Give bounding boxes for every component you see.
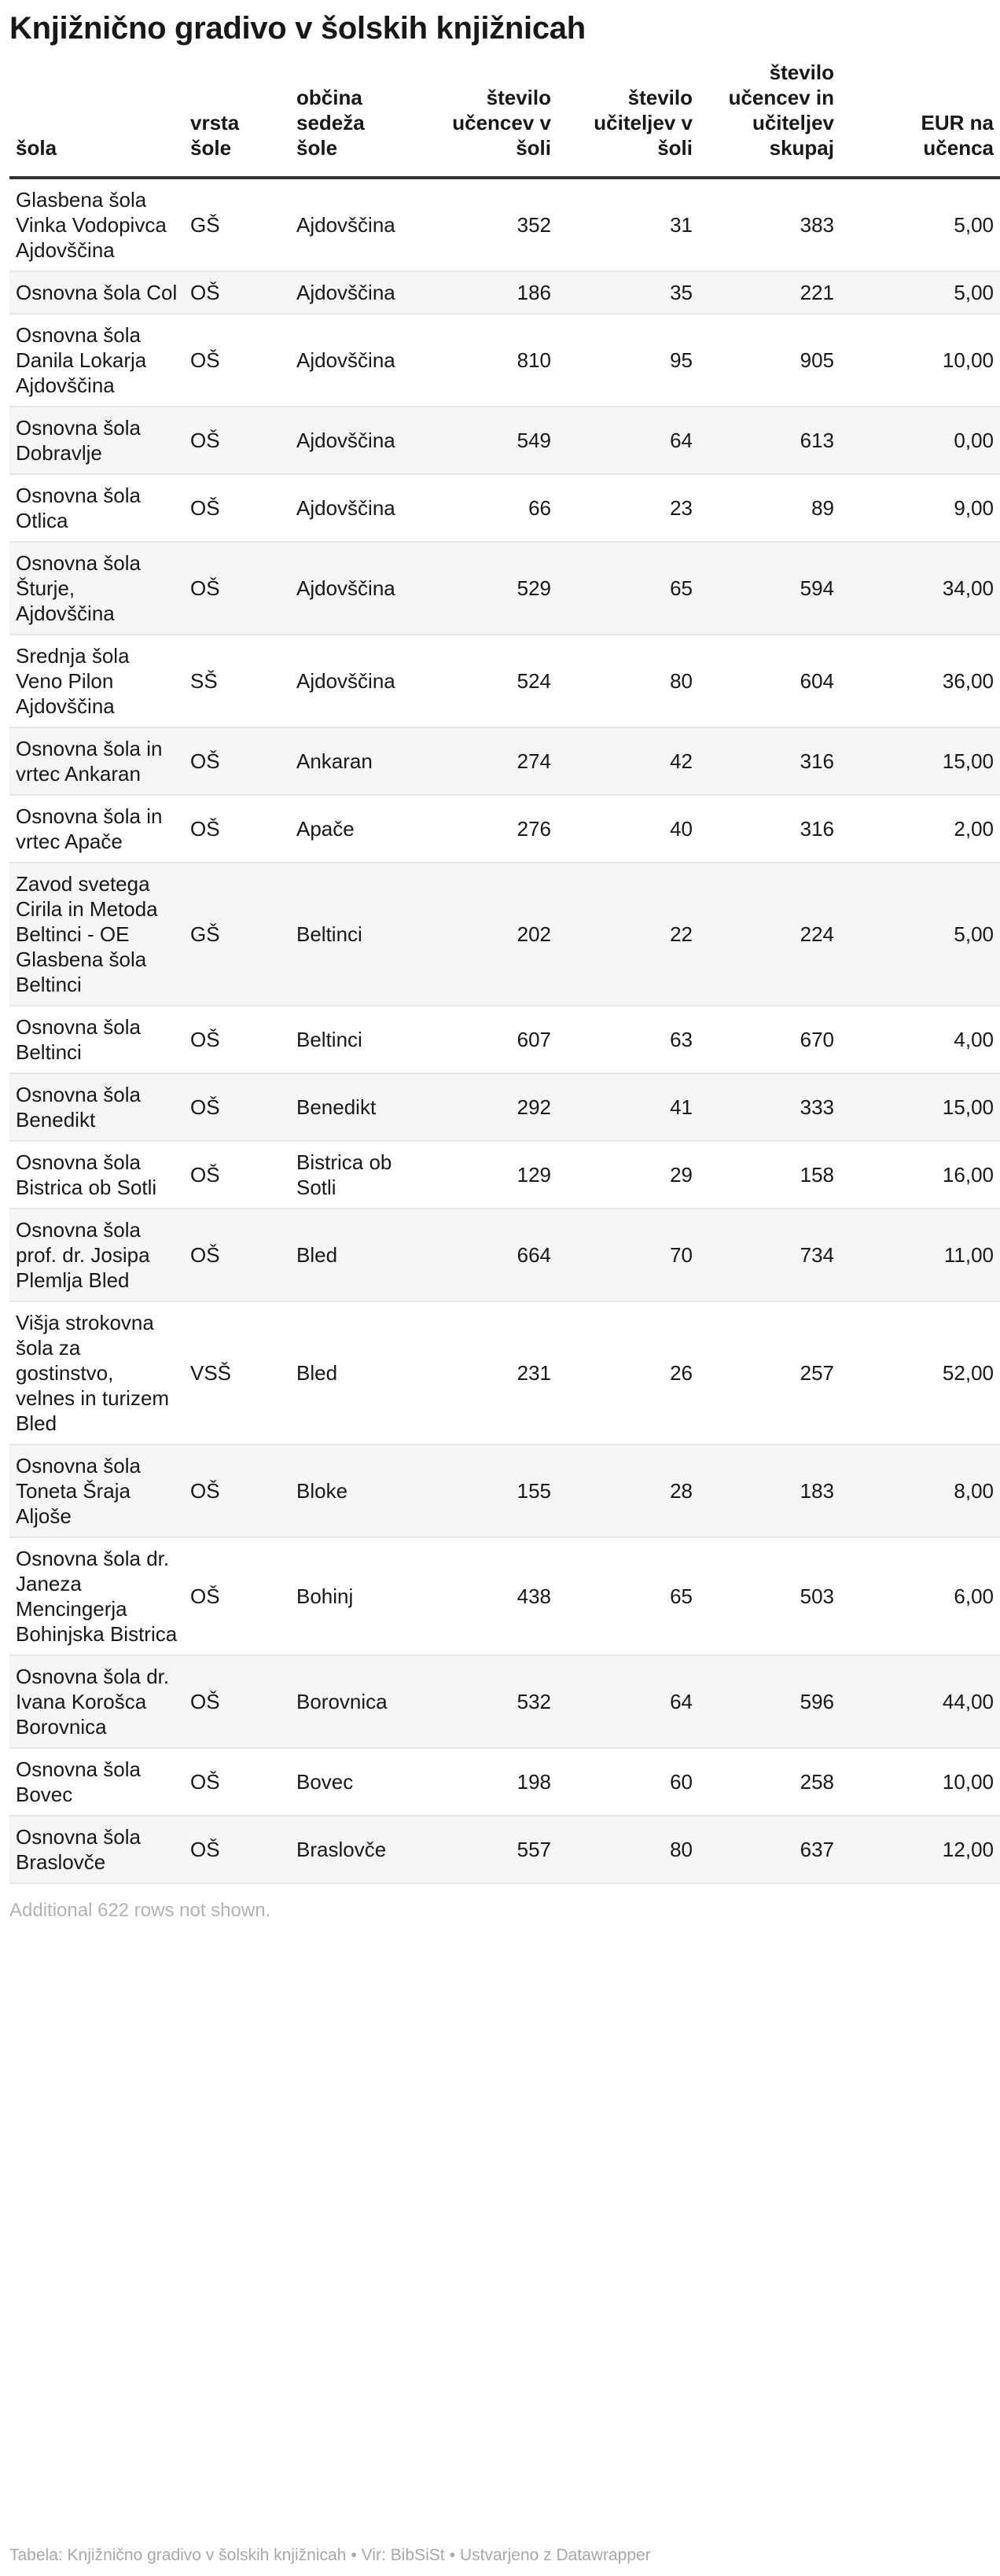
table-row [9,271,1000,314]
cell-eur-na-ucenca: 2,00 [840,795,1000,863]
cell-stevilo-ucencev: 274 [416,727,557,795]
column-header-stevilo-ucencev[interactable]: število učencev v šoli [416,60,557,178]
cell-stevilo-uciteljev: 95 [557,314,699,407]
table-row [9,1537,1000,1655]
footer-source: Vir: BibSiSt [361,2546,445,2564]
cell-eur-na-ucenca: 12,00 [840,1816,1000,1883]
cell-skupaj: 637 [699,1816,840,1883]
cell-vrsta-sole: OŠ [184,727,290,795]
column-header-skupaj[interactable]: število učencev in učiteljev skupaj [699,60,840,178]
cell-vrsta-sole: OŠ [184,1655,290,1748]
cell-stevilo-ucencev: 529 [416,542,557,635]
cell-obcina: Ajdovščina [290,542,416,635]
cell-eur-na-ucenca: 34,00 [840,542,1000,635]
cell-vrsta-sole: OŠ [184,795,290,863]
header-row [9,60,1000,178]
cell-eur-na-ucenca: 44,00 [840,1655,1000,1748]
cell-eur-na-ucenca: 15,00 [840,1073,1000,1141]
cell-eur-na-ucenca: 10,00 [840,314,1000,407]
cell-stevilo-ucencev: 231 [416,1301,557,1444]
footer [9,2546,651,2565]
table-row [9,1209,1000,1301]
cell-stevilo-uciteljev: 64 [557,407,699,474]
footer-separator: • [449,2546,455,2564]
cell-obcina: Ajdovščina [290,635,416,727]
cell-skupaj: 224 [699,863,840,1006]
cell-skupaj: 183 [699,1444,840,1537]
cell-obcina: Ajdovščina [290,474,416,542]
cell-skupaj: 383 [699,178,840,271]
table-row [9,178,1000,271]
cell-vrsta-sole: SŠ [184,635,290,727]
more-rows-note: Additional 622 rows not shown. [9,1900,271,1921]
cell-eur-na-ucenca: 6,00 [840,1537,1000,1655]
cell-vrsta-sole: OŠ [184,1748,290,1816]
cell-stevilo-ucencev: 352 [416,178,557,271]
column-header-vrsta-sole[interactable]: vrsta šole [184,60,290,178]
table-row [9,1444,1000,1537]
table-row [9,1655,1000,1748]
cell-obcina: Bistrica ob Sotli [290,1141,416,1209]
cell-sola: Osnovna šola in vrtec Apače [9,795,184,863]
cell-eur-na-ucenca: 16,00 [840,1141,1000,1209]
cell-obcina: Ajdovščina [290,271,416,314]
column-header-obcina[interactable]: občina sedeža šole [290,60,416,178]
cell-skupaj: 89 [699,474,840,542]
cell-vrsta-sole: OŠ [184,1141,290,1209]
table-header [9,60,1000,178]
cell-stevilo-uciteljev: 26 [557,1301,699,1444]
footer-separator: • [351,2546,357,2564]
cell-stevilo-uciteljev: 29 [557,1141,699,1209]
cell-eur-na-ucenca: 52,00 [840,1301,1000,1444]
cell-eur-na-ucenca: 4,00 [840,1006,1000,1073]
cell-stevilo-ucencev: 532 [416,1655,557,1748]
cell-skupaj: 604 [699,635,840,727]
cell-sola: Osnovna šola Beltinci [9,1006,184,1073]
cell-sola: Srednja šola Veno Pilon Ajdovščina [9,635,184,727]
table-container [9,60,994,1884]
cell-stevilo-uciteljev: 41 [557,1073,699,1141]
cell-sola: Osnovna šola Bistrica ob Sotli [9,1141,184,1209]
cell-obcina: Ajdovščina [290,407,416,474]
cell-eur-na-ucenca: 11,00 [840,1209,1000,1301]
cell-stevilo-uciteljev: 23 [557,474,699,542]
cell-stevilo-ucencev: 607 [416,1006,557,1073]
cell-skupaj: 596 [699,1655,840,1748]
cell-stevilo-uciteljev: 80 [557,1816,699,1883]
table-row [9,1073,1000,1141]
table-row [9,635,1000,727]
cell-sola: Osnovna šola Benedikt [9,1073,184,1141]
cell-stevilo-ucencev: 155 [416,1444,557,1537]
cell-vrsta-sole: OŠ [184,542,290,635]
cell-sola: Višja strokovna šola za gostinstvo, velnes in turizem Bled [9,1301,184,1444]
cell-eur-na-ucenca: 9,00 [840,474,1000,542]
cell-stevilo-uciteljev: 22 [557,863,699,1006]
cell-vrsta-sole: OŠ [184,1816,290,1883]
table-row [9,1006,1000,1073]
cell-vrsta-sole: OŠ [184,1209,290,1301]
cell-eur-na-ucenca: 15,00 [840,727,1000,795]
cell-sola: Glasbena šola Vinka Vodopivca Ajdovščina [9,178,184,271]
cell-stevilo-uciteljev: 64 [557,1655,699,1748]
cell-eur-na-ucenca: 10,00 [840,1748,1000,1816]
cell-eur-na-ucenca: 5,00 [840,178,1000,271]
cell-stevilo-uciteljev: 60 [557,1748,699,1816]
cell-skupaj: 257 [699,1301,840,1444]
cell-sola: Osnovna šola dr. Janeza Mencingerja Bohinjska Bistrica [9,1537,184,1655]
cell-stevilo-ucencev: 524 [416,635,557,727]
table-row [9,314,1000,407]
cell-stevilo-ucencev: 202 [416,863,557,1006]
cell-vrsta-sole: GŠ [184,178,290,271]
cell-obcina: Benedikt [290,1073,416,1141]
cell-stevilo-uciteljev: 42 [557,727,699,795]
cell-skupaj: 158 [699,1141,840,1209]
cell-eur-na-ucenca: 0,00 [840,407,1000,474]
cell-obcina: Braslovče [290,1816,416,1883]
cell-skupaj: 670 [699,1006,840,1073]
footer-table-name: Tabela: Knjižnično gradivo v šolskih knjižnicah [9,2546,347,2564]
cell-stevilo-ucencev: 186 [416,271,557,314]
cell-stevilo-uciteljev: 28 [557,1444,699,1537]
cell-skupaj: 594 [699,542,840,635]
cell-stevilo-ucencev: 129 [416,1141,557,1209]
column-header-eur-na-ucenca[interactable]: EUR na učenca [840,60,1000,178]
cell-skupaj: 905 [699,314,840,407]
table-row [9,1748,1000,1816]
cell-eur-na-ucenca: 5,00 [840,271,1000,314]
cell-stevilo-ucencev: 549 [416,407,557,474]
cell-skupaj: 316 [699,795,840,863]
cell-skupaj: 613 [699,407,840,474]
cell-obcina: Ajdovščina [290,178,416,271]
cell-vrsta-sole: OŠ [184,1006,290,1073]
cell-obcina: Borovnica [290,1655,416,1748]
cell-vrsta-sole: OŠ [184,474,290,542]
cell-sola: Osnovna šola Braslovče [9,1816,184,1883]
column-header-sola[interactable]: šola [9,60,184,178]
cell-obcina: Bovec [290,1748,416,1816]
cell-stevilo-uciteljev: 70 [557,1209,699,1301]
page-title: Knjižnično gradivo v šolskih knjižnicah [9,11,586,46]
cell-sola: Osnovna šola in vrtec Ankaran [9,727,184,795]
table-row [9,407,1000,474]
cell-obcina: Ankaran [290,727,416,795]
cell-sola: Osnovna šola prof. dr. Josipa Plemlja Bled [9,1209,184,1301]
table-body [9,178,1000,1883]
cell-stevilo-ucencev: 292 [416,1073,557,1141]
cell-vrsta-sole: OŠ [184,1537,290,1655]
cell-sola: Osnovna šola Dobravlje [9,407,184,474]
cell-obcina: Beltinci [290,863,416,1006]
table-row [9,1301,1000,1444]
cell-obcina: Bled [290,1301,416,1444]
cell-stevilo-ucencev: 664 [416,1209,557,1301]
cell-eur-na-ucenca: 8,00 [840,1444,1000,1537]
cell-obcina: Bohinj [290,1537,416,1655]
cell-sola: Osnovna šola Bovec [9,1748,184,1816]
cell-skupaj: 333 [699,1073,840,1141]
cell-stevilo-ucencev: 198 [416,1748,557,1816]
cell-eur-na-ucenca: 36,00 [840,635,1000,727]
table-row [9,1141,1000,1209]
cell-vrsta-sole: OŠ [184,407,290,474]
cell-stevilo-uciteljev: 35 [557,271,699,314]
cell-stevilo-uciteljev: 80 [557,635,699,727]
cell-sola: Osnovna šola Otlica [9,474,184,542]
cell-sola: Zavod svetega Cirila in Metoda Beltinci - OE Glasbena šola Beltinci [9,863,184,1006]
cell-vrsta-sole: OŠ [184,1073,290,1141]
cell-vrsta-sole: VSŠ [184,1301,290,1444]
cell-obcina: Bloke [290,1444,416,1537]
cell-vrsta-sole: OŠ [184,271,290,314]
cell-skupaj: 221 [699,271,840,314]
cell-sola: Osnovna šola Šturje, Ajdovščina [9,542,184,635]
cell-skupaj: 258 [699,1748,840,1816]
table-row [9,474,1000,542]
cell-stevilo-ucencev: 276 [416,795,557,863]
table-row [9,863,1000,1006]
cell-stevilo-ucencev: 557 [416,1816,557,1883]
cell-skupaj: 734 [699,1209,840,1301]
cell-sola: Osnovna šola Toneta Šraja Aljoše [9,1444,184,1537]
cell-sola: Osnovna šola Col [9,271,184,314]
cell-obcina: Ajdovščina [290,314,416,407]
table-row [9,542,1000,635]
table-row [9,727,1000,795]
cell-stevilo-uciteljev: 31 [557,178,699,271]
cell-obcina: Bled [290,1209,416,1301]
cell-vrsta-sole: OŠ [184,314,290,407]
cell-sola: Osnovna šola dr. Ivana Korošca Borovnica [9,1655,184,1748]
table-row [9,795,1000,863]
cell-stevilo-uciteljev: 40 [557,795,699,863]
cell-skupaj: 503 [699,1537,840,1655]
cell-vrsta-sole: GŠ [184,863,290,1006]
cell-stevilo-uciteljev: 65 [557,1537,699,1655]
cell-obcina: Apače [290,795,416,863]
cell-stevilo-ucencev: 66 [416,474,557,542]
cell-vrsta-sole: OŠ [184,1444,290,1537]
cell-sola: Osnovna šola Danila Lokarja Ajdovščina [9,314,184,407]
cell-eur-na-ucenca: 5,00 [840,863,1000,1006]
cell-stevilo-uciteljev: 65 [557,542,699,635]
cell-stevilo-uciteljev: 63 [557,1006,699,1073]
data-table [9,60,1000,1884]
cell-stevilo-ucencev: 438 [416,1537,557,1655]
footer-created-with: Ustvarjeno z Datawrapper [459,2546,651,2564]
column-header-stevilo-uciteljev[interactable]: število učiteljev v šoli [557,60,699,178]
table-row [9,1816,1000,1883]
cell-skupaj: 316 [699,727,840,795]
cell-obcina: Beltinci [290,1006,416,1073]
page [9,0,994,1922]
cell-stevilo-ucencev: 810 [416,314,557,407]
